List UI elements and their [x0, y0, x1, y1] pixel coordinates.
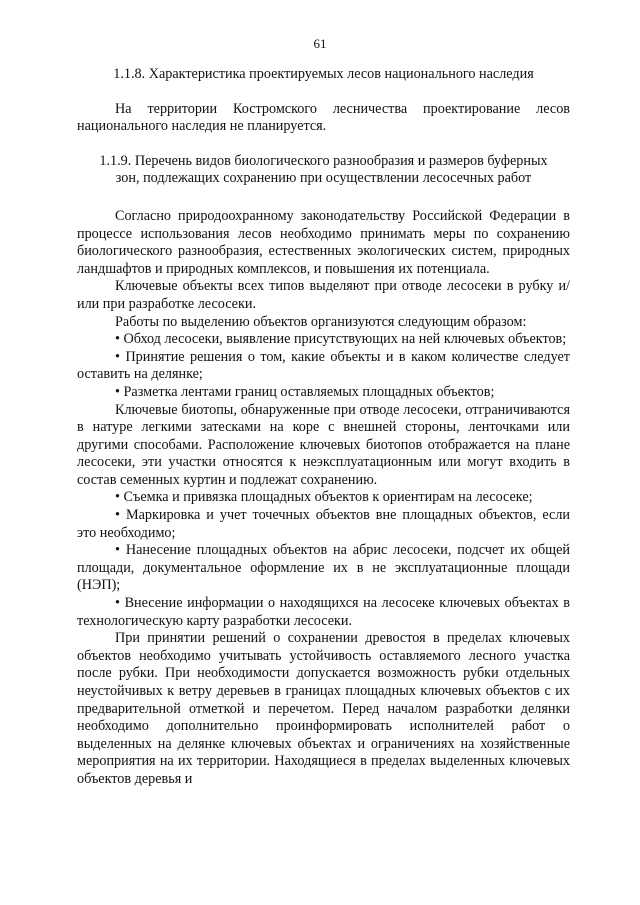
- paragraph-tree-stand-preservation: При принятии решений о сохранении древостоя в пределах ключевых объектов необходимо учитывать устойчивость оставляемого лесного участка после рубки. При необходимости допускается возможность рубки отдельных неустойчивых к ветру деревьев в границах площадных ключевых объектов с их предварительной отметкой и перечетом. Перед началом разработки делянки необходимо дополнительно проинформировать исполнителей работ о выделенных на делянке ключевых объектах и ограничениях на хозяйственные мероприятия на их территории. Находящиеся в пределах выделенных ключевых объектов деревья и: [77, 630, 570, 787]
- section-heading-1-1-9-line-1: 1.1.9. Перечень видов биологического разнообразия и размеров буферных: [99, 152, 548, 169]
- list-item-text: Внесение информации о находящихся на лесосеке ключевых объектах в технологическую карту разработки лесосеки.: [77, 595, 570, 629]
- bullet-icon: •: [115, 507, 120, 524]
- bullet-icon: •: [115, 542, 120, 559]
- section-heading-1-1-8: 1.1.8. Характеристика проектируемых лесов национального наследия: [113, 66, 534, 82]
- list-item-text: Принятие решения о том, какие объекты и в каком количестве следует оставить на делянке;: [77, 348, 570, 383]
- bullet-icon: •: [115, 383, 120, 400]
- list-item: [77, 331, 570, 349]
- section-heading-1-1-9: [77, 153, 570, 188]
- list-item: [77, 542, 570, 595]
- paragraph-national-heritage: На территории Костромского лесничества проектирование лесов национального наследия не планируется.: [77, 100, 570, 135]
- list-item-text: Разметка лентами границ оставляемых площадных объектов;: [123, 383, 495, 400]
- page-number: 61: [313, 36, 327, 51]
- list-item: [77, 349, 570, 384]
- list-item-text: Съемка и привязка площадных объектов к ориентирам на лесосеке;: [123, 489, 533, 506]
- list-item: [77, 595, 570, 630]
- list-item-text: Маркировка и учет точечных объектов вне площадных объектов, если это необходимо;: [77, 507, 571, 541]
- list-item: [77, 384, 570, 402]
- paragraph-key-objects: Ключевые объекты всех типов выделяют при отводе лесосеки в рубку и/или при разработке лесосеки.: [77, 278, 570, 312]
- page-content: [77, 66, 570, 789]
- bullet-icon: •: [115, 331, 120, 348]
- list-item: [77, 507, 570, 542]
- list-item: [77, 489, 570, 507]
- paragraph-legislation: Согласно природоохранному законодательству Российской Федерации в процессе использования лесов необходимо принимать меры по сохранению биологического разнообразия, естественных экологических систем, природных ландшафтов и природных комплексов, и повышения их потенциала.: [77, 207, 570, 277]
- list-item-text: Обход лесосеки, выявление присутствующих на ней ключевых объектов;: [123, 331, 567, 348]
- list-item-text: Нанесение площадных объектов на абрис лесосеки, подсчет их общей площади, документальное оформление их в не эксплуатационные площади (НЭП);: [77, 542, 570, 594]
- paragraph-key-biotopes: Ключевые биотопы, обнаруженные при отводе лесосеки, отграничиваются в натуре легкими затесками на коре с внешней стороны, ленточками или другими способами. Расположение ключевых биотопов отображается на плане лесосеки, эти участки относятся к неэксплуатационным или могут входить в состав семенных куртин и подлежат сохранению.: [77, 401, 570, 488]
- section-heading-1-1-9-line-2: зон, подлежащих сохранению при осуществлении лесосечных работ: [115, 170, 532, 187]
- bullet-icon: •: [115, 595, 120, 612]
- paragraph-work-organization: Работы по выделению объектов организуются следующим образом:: [115, 313, 527, 330]
- bullet-icon: •: [115, 348, 120, 365]
- bullet-icon: •: [115, 489, 120, 506]
